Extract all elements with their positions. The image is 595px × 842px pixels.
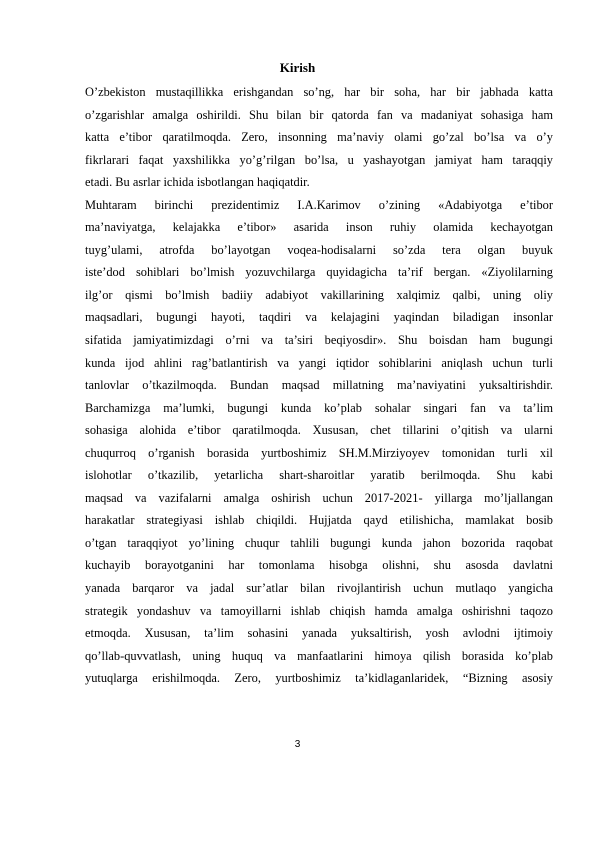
text-line: strategik yondashuv va tamoyillarni ishlab chiqish hamda amalga oshirishni taqozo [85, 603, 553, 618]
text-line: etmoqda. Xususan, ta’lim sohasini yanada yuksaltirish, yosh avlodni ijtimoiy [85, 626, 553, 641]
text-line: harakatlar strategiyasi ishlab chiqildi. Hujjatda qayd etilishicha, mamlakat bosib [85, 513, 553, 528]
text-line: O’zbekiston mustaqillikka erishgandan so’ng, har bir soha, har bir jabhada katta [85, 85, 553, 99]
text-line: maqsad va vazifalarni amalga oshirish uchun 2017-2021- yillarga mo’ljallangan [85, 490, 553, 505]
page-number: 3 [294, 739, 301, 750]
text-line: Barchamizga ma’lumki, bugungi kunda ko’plab sohalar singari fan va ta’lim [85, 400, 553, 415]
text-line: Muhtaram birinchi prezidentimiz I.A.Karimov o’zining «Adabiyotga e’tibor [85, 197, 553, 212]
text-line: yanada barqaror va jadal sur’atlar bilan rivojlantirish uchun mutlaqo yangicha [85, 581, 553, 596]
text-line: fikrlarari faqat yaxshilikka yo’g’rilgan bo’lsa, u yashayotgan jamiyat ham taraqqiy [85, 152, 553, 167]
text-line: etadi. Bu asrlar ichida isbotlangan haqiqatdir. [85, 175, 310, 190]
section-title: Kirish [279, 60, 316, 75]
text-line: katta e’tibor qaratilmoqda. Zero, insonning ma’naviy olami go’zal bo’lsa va o’y [85, 130, 553, 145]
text-line: sifatida jamiyatimizdagi o’rni va ta’siri beqiyosdir». Shu boisdan ham bugungi [85, 333, 553, 348]
text-line: kuchayib borayotganini har tomonlama hisobga olishni, shu asosda davlatni [85, 558, 553, 573]
text-line: yutuqlarga erishilmoqda. Zero, yurtboshimiz ta’kidlaganlaridek, “Bizning asosiy [85, 671, 553, 686]
text-line: islohotlar o’tkazilib, yetarlicha shart-sharoitlar yaratib berilmoqda. Shu kabi [85, 468, 553, 483]
text-line: ma’naviyatga, kelajakka e’tibor» asarida inson ruhiy olamida kechayotgan [85, 220, 553, 235]
text-line: iste’dod sohiblari bo’lmish yozuvchilarga quyidagicha ta’rif bergan. «Ziyolilarning [85, 265, 553, 280]
text-line: o’zgarishlar amalga oshirildi. Shu bilan bir qatorda fan va madaniyat sohasiga ham [85, 107, 553, 122]
text-line: o’tgan taraqqiyot yo’lining chuqur tahlili bugungi kunda jahon bozorida raqobat [85, 535, 553, 550]
text-line: maqsadlari, bugungi hayoti, taqdiri va kelajagini yaqindan biladigan insonlar [85, 310, 553, 325]
text-line: tanlovlar o’tkazilmoqda. Bundan maqsad millatning ma’naviyatini yuksaltirishdir. [85, 378, 553, 393]
text-line: sohasiga alohida e’tibor qaratilmoqda. Xususan, chet tillarini o’qitish va ularni [85, 423, 553, 438]
text-line: tuyg’ulami, atrofda bo’layotgan voqea-hodisalarni so’zda tera olgan buyuk [85, 242, 553, 257]
text-line: ilg’or qismi bo’lmish badiiy adabiyot vakillarining xalqimiz qalbi, uning oliy [85, 287, 553, 302]
body-text [85, 81, 553, 690]
text-line: qo’llab-quvvatlash, uning huquq va manfaatlarini himoya qilish borasida ko’plab [85, 648, 553, 663]
text-line: kunda ijod ahlini rag’batlantirish va yangi iqtidor sohiblarini aniqlash uchun turli [85, 355, 553, 370]
text-line: chuqurroq o’rganish borasida yurtboshimiz SH.M.Mirziyoyev tomonidan turli xil [85, 445, 553, 460]
